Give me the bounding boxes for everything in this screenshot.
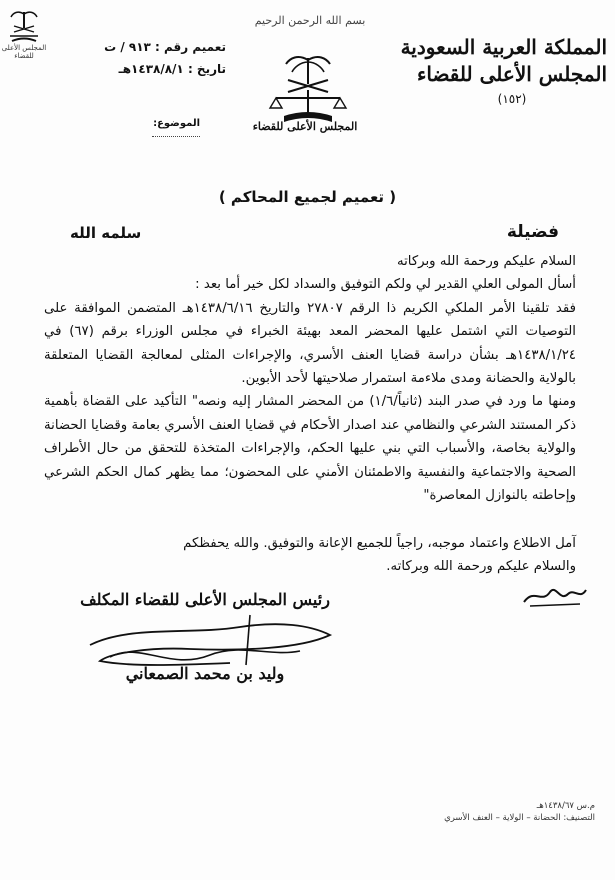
subject-label: الموضوع: — [153, 118, 200, 129]
salutation-fadila: فضيلة — [506, 222, 559, 242]
circular-number: تعميم رقم : ٩١٣ / ت — [104, 40, 226, 54]
initials-signature-icon — [520, 582, 590, 610]
signatory-name: وليد بن محمد الصمعاني — [125, 664, 285, 683]
council-name: المجلس الأعلى للقضاء — [416, 62, 607, 86]
basmala: بسم الله الرحمن الرحيم — [254, 14, 366, 27]
letter-closing — [44, 532, 576, 578]
salutation-sallamahu: سلمه الله — [70, 224, 142, 242]
circular-meta — [88, 36, 226, 80]
document-title: ( تعميم لجميع المحاكم ) — [218, 188, 397, 206]
subject-field — [120, 118, 200, 140]
letterhead-authority — [400, 34, 607, 106]
footer-ref-number: م.س ١٤٣٨/٦٧هـ — [536, 801, 595, 811]
subject-line — [152, 136, 200, 137]
closing-line-2: والسلام عليكم ورحمة الله وبركاته. — [386, 559, 576, 574]
page-number: (١٥٢) — [497, 92, 527, 106]
kingdom-name: المملكة العربية السعودية — [400, 35, 607, 59]
council-emblem-icon — [258, 50, 358, 130]
small-emblem-icon — [4, 8, 44, 48]
circular-date: تاريخ : ١٤٣٨/٨/١هـ — [118, 62, 226, 76]
closing-line-1: آمل الاطلاع واعتماد موجبه، راجياً للجميع الإعانة والتوفيق. والله يحفظكم — [183, 536, 576, 551]
letter-body — [44, 250, 576, 507]
signatory-title: رئيس المجلس الأعلى للقضاء المكلف — [80, 590, 330, 609]
small-logo-caption: المجلس الأعلى للقضاء — [1, 44, 47, 60]
footer-reference — [435, 800, 595, 824]
intro-paragraph: أسأل المولى العلي القدير لي ولكم التوفيق والسداد لكل خير أما بعد : — [195, 277, 576, 293]
greeting: السلام عليكم ورحمة الله وبركاته — [396, 254, 576, 269]
emblem-caption: المجلس الأعلى للقضاء — [252, 120, 358, 133]
paragraph-clause: ومنها ما ورد في صدر البند (ثانياً/١/٦) من المحضر المشار إليه ونصه" التأكيد على القضاة بأهمية ذكر المستند الشرعي والنظامي عند اصدار الأحكام في قضايا العنف الأسري بعامة وقضايا الحضانة والولاية بخاصة، والأسباب التي بني عليها الحكم، والإجراءات المتخذة للتحقق من حال الأطراف الصحية والاجتماعية والنفسية والاطمئنان الأمني على المحضون؛ مما يظهر كمال الحكم الشرعي وإحاطته بالنوازل المعاصرة" — [44, 394, 576, 504]
paragraph-royal-order: فقد تلقينا الأمر الملكي الكريم ذا الرقم ٢٧٨٠٧ والتاريخ ١٤٣٨/٦/١٦هـ المتضمن الموافقة على التوصيات التي اشتمل عليها المحضر المعد بهيئة الخبراء في مجلس الوزراء برقم (٦٧) في ١٤٣٨/١/٢٤هـ بشأن دراسة قضايا العنف الأسري، والإجراءات المثلى لمعالجة القضايا المتعلقة بالولاية والحضانة ومدى ملاءمة استمرار صلاحيتها لأحد الأبوين. — [44, 300, 576, 387]
footer-classification: التصنيف: الحضانة – الولاية – العنف الأسري — [444, 813, 595, 823]
